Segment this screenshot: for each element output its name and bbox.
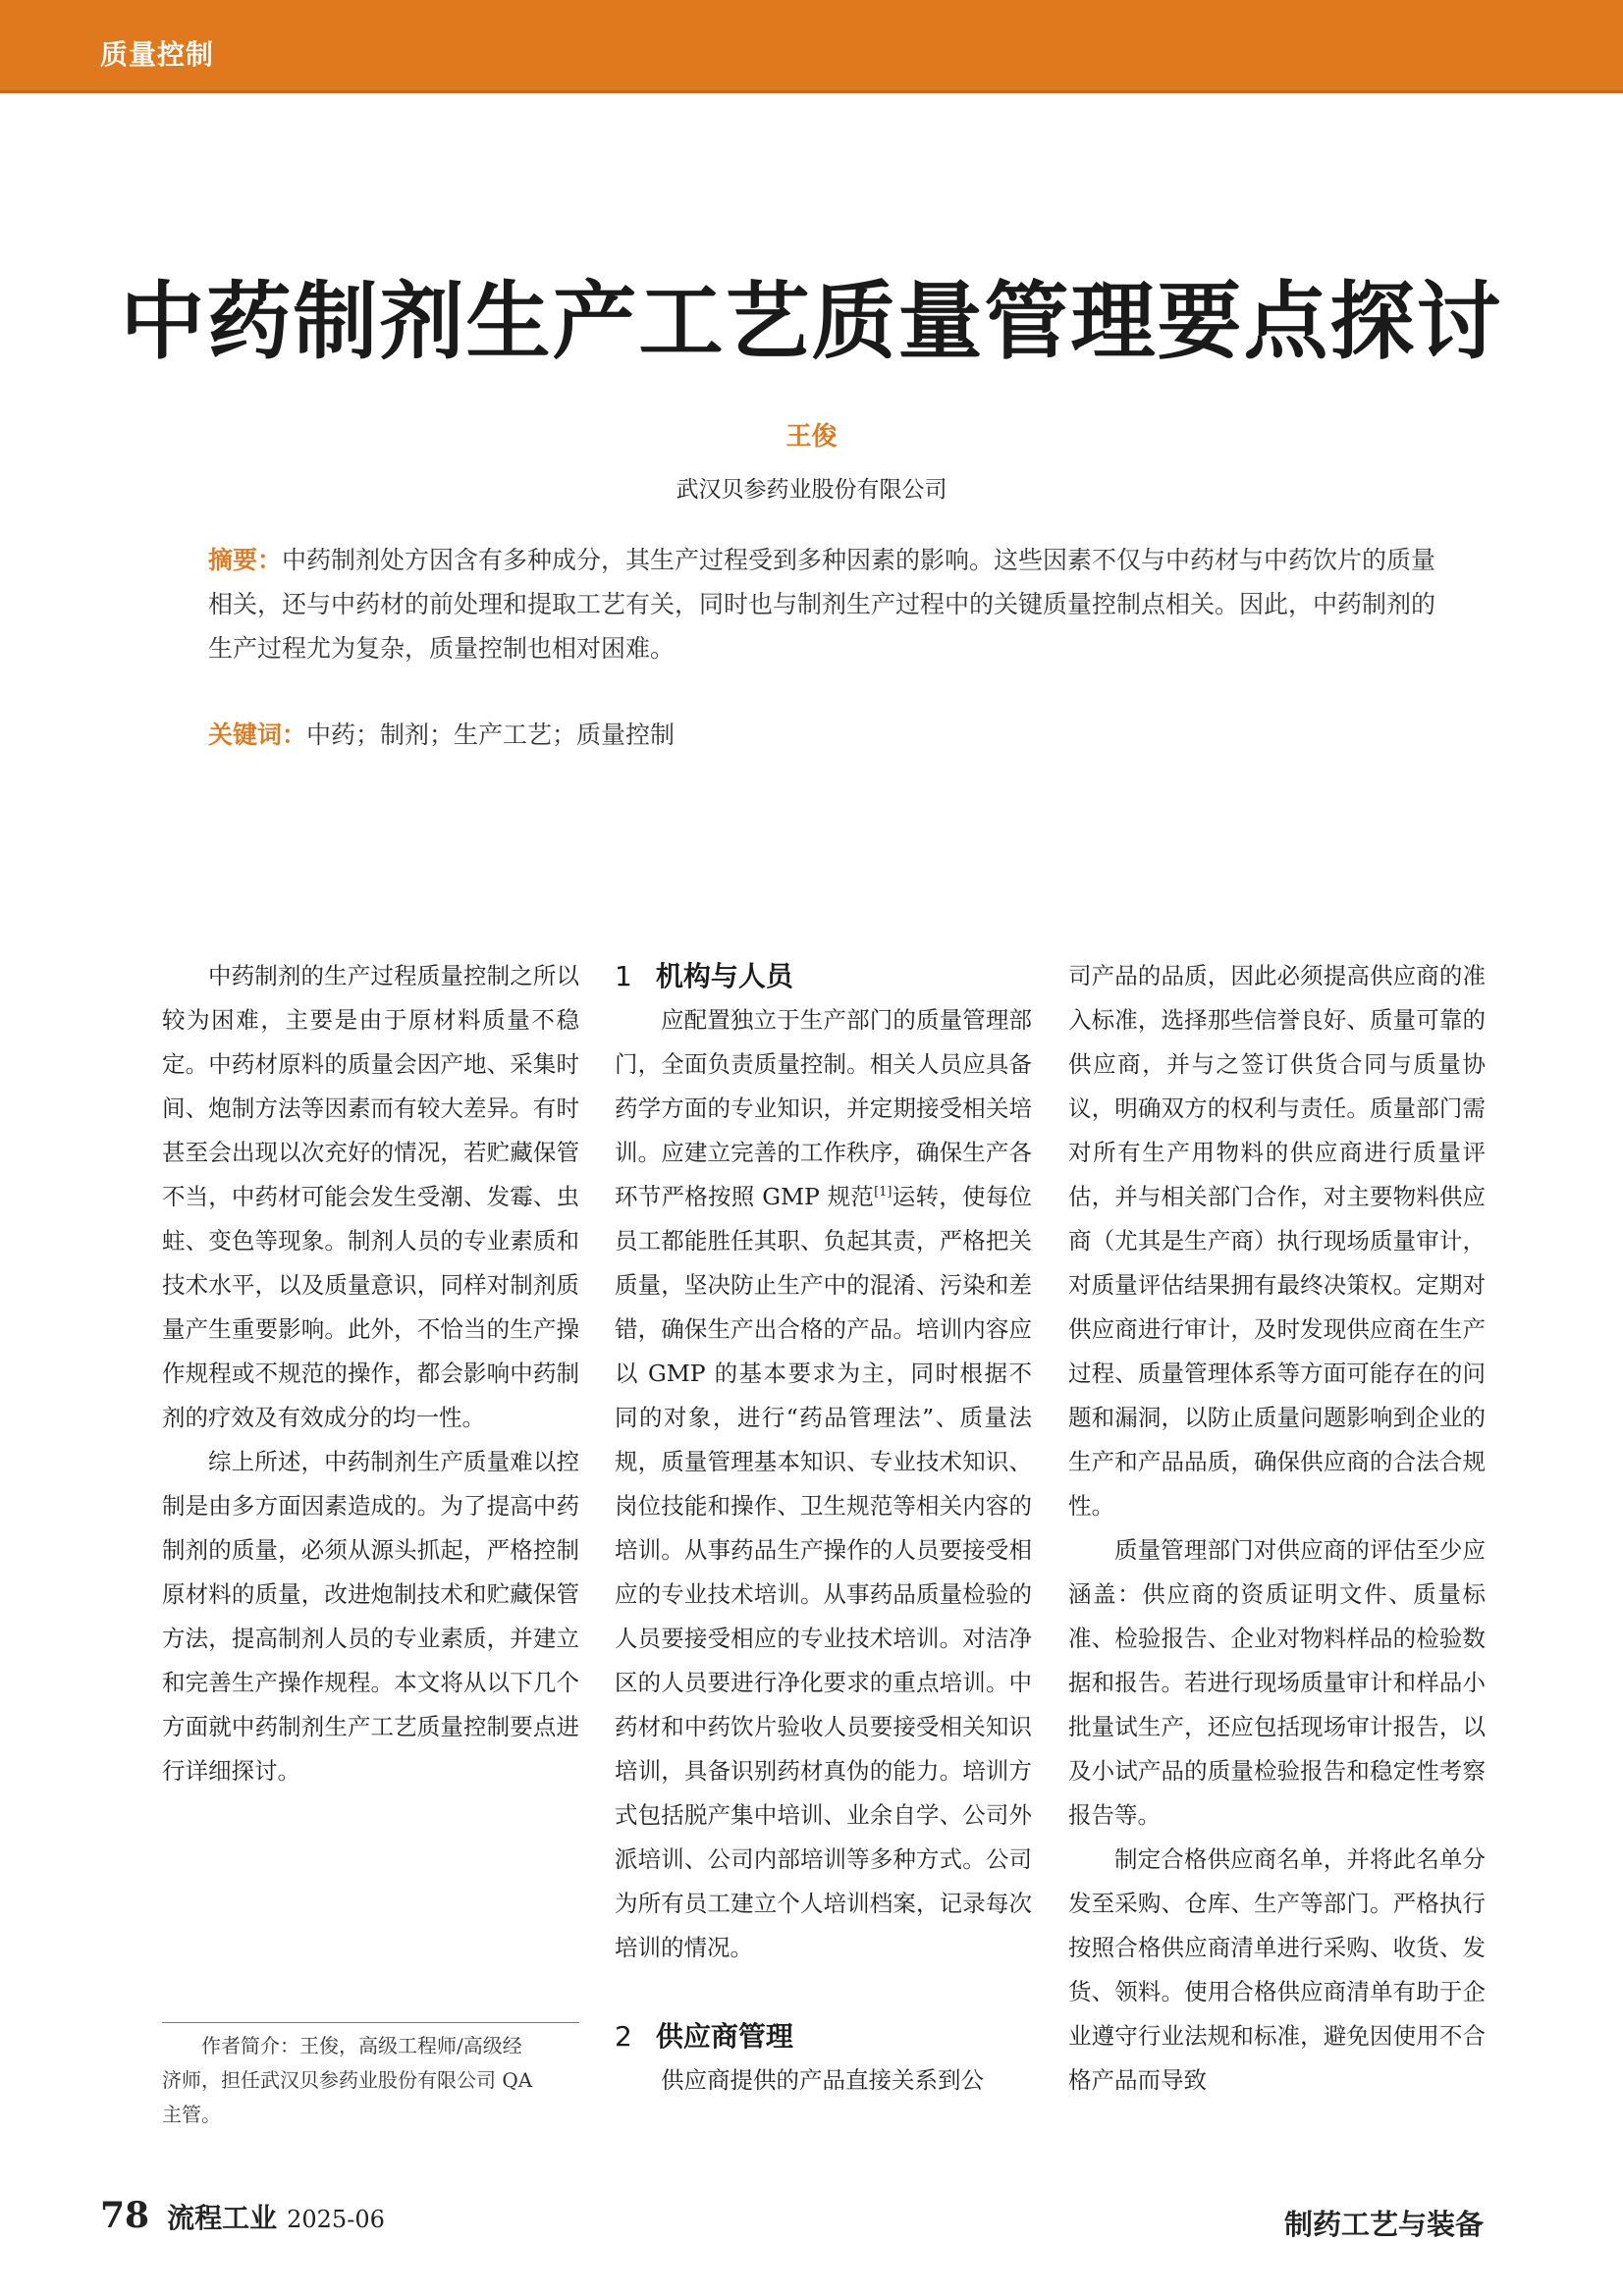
paragraph: 中药制剂的生产过程质量控制之所以较为困难，主要是由于原材料质量不稳定。中药材原料的质量会因产地、采集时间、炮制方法等因素而有较大差异。有时甚至会出现以次充好的情况，若贮藏保管不当，中药材可能会发生受潮、发霉、虫蛀、变色等现象。制剂人员的专业素质和技术水平，以及质量意识，同样对制剂质量产生重要影响。此外，不恰当的生产操作规程或不规范的操作，都会影响中药制剂的疗效及有效成分的均一性。 <box>162 962 579 1431</box>
paragraph <box>615 998 1032 1970</box>
author-affiliation: 武汉贝参药业股份有限公司 <box>676 477 947 503</box>
article-title: 中药制剂生产工艺质量管理要点探讨 <box>120 273 1503 371</box>
section-heading-2 <box>615 2014 1032 2058</box>
abstract-text: 中药制剂处方因含有多种成分，其生产过程受到多种因素的影响。这些因素不仅与中药材与中药饮片的质量相关，还与中药材的前处理和提取工艺有关，同时也与制剂生产过程中的关键质量控制点相关。因此，中药制剂的生产过程尤为复杂，质量控制也相对困难。 <box>208 546 1436 663</box>
top-section-bar <box>0 0 1623 90</box>
author-name: 王俊 <box>785 422 838 452</box>
reference-marker: [1] <box>874 1185 893 1201</box>
abstract <box>208 538 1447 670</box>
paragraph: 综上所述，中药制剂生产质量难以控制是由多方面因素造成的。为了提高中药制剂的质量，必须从源头抓起，严格控制原材料的质量，改进炮制技术和贮藏保管方法，提高制剂人员的专业素质，并建立和完善生产操作规程。本文将从以下几个方面就中药制剂生产工艺质量控制要点进行详细探讨。 <box>162 1448 579 1785</box>
paragraph: 质量管理部门对供应商的评估至少应涵盖：供应商的资质证明文件、质量标准、检验报告、企业对物料样品的检验数据和报告。若进行现场质量审计和样品小批量试生产，还应包括现场审计报告，以及小试产品的质量检验报告和稳定性考察报告等。 <box>1068 1536 1486 1829</box>
bio-line: 主管。 <box>162 2103 221 2126</box>
paragraph: 供应商提供的产品直接关系到公 <box>661 2066 984 2094</box>
footer-column-name: 制药工艺与装备 <box>1283 2208 1484 2241</box>
author-bio <box>162 2022 579 2132</box>
keywords <box>208 713 1447 757</box>
section-label: 质量控制 <box>100 38 215 71</box>
body-column-3 <box>1068 954 1486 2103</box>
issue-date: 2025-06 <box>287 2206 385 2233</box>
body-column-2 <box>615 954 1032 2103</box>
keywords-text: 中药；制剂；生产工艺；质量控制 <box>306 721 676 749</box>
footer-left <box>100 2195 385 2236</box>
section-title: 供应商管理 <box>655 2020 793 2053</box>
bio-line: 济师，担任武汉贝参药业股份有限公司 QA <box>162 2068 533 2092</box>
section-heading-1 <box>615 954 1032 998</box>
paragraph-text: 运转，使每位员工都能胜任其职、负起其责，严格把关质量，坚决防止生产中的混淆、污染和差错，确保生产出合格的产品。培训内容应以 GMP 的基本要求为主，同时根据不同的对象，进行“药品管理法”、质量法规，质量管理基本知识、专业技术知识、岗位技能和操作、卫生规范等相关内容的培训。从事药品生产操作的人员要接受相应的专业技术培训。从事药品质量检验的人员要接受相应的专业技术培训。对洁净区的人员要进行净化要求的重点培训。中药材和中药饮片验收人员要接受相关知识培训，具备识别药材真伪的能力。培训方式包括脱产集中培训、业余自学、公司外派培训、公司内部培训等多种方式。公司为所有员工建立个人培训档案，记录每次培训的情况。 <box>615 1183 1032 1961</box>
paragraph-text: 应配置独立于生产部门的质量管理部门，全面负责质量控制。相关人员应具备药学方面的专业知识，并定期接受相关培训。应建立完善的工作秩序，确保生产各环节严格按照 GMP 规范 <box>615 1006 1032 1210</box>
journal-name: 流程工业 <box>167 2202 278 2234</box>
abstract-label: 摘要： <box>208 546 283 574</box>
page-number: 78 <box>100 2195 150 2236</box>
body-column-1 <box>162 954 579 1793</box>
section-number: 2 <box>615 2020 632 2053</box>
paragraph: 司产品的品质，因此必须提高供应商的准入标准，选择那些信誉良好、质量可靠的供应商，并与之签订供货合同与质量协议，明确双方的权利与责任。质量部门需对所有生产用物料的供应商进行质量评估，并与相关部门合作，对主要物料供应商（尤其是生产商）执行现场质量审计，对质量评估结果拥有最终决策权。定期对供应商进行审计，及时发现供应商在生产过程、质量管理体系等方面可能存在的问题和漏洞，以防止质量问题影响到企业的生产和产品品质，确保供应商的合法合规性。 <box>1068 962 1486 1520</box>
bio-line: 作者简介：王俊，高级工程师/高级经 <box>201 2034 522 2057</box>
section-title: 机构与人员 <box>655 960 793 992</box>
section-number: 1 <box>615 960 632 992</box>
paragraph: 制定合格供应商名单，并将此名单分发至采购、仓库、生产等部门。严格执行按照合格供应商清单进行采购、收货、发货、领料。使用合格供应商清单有助于企业遵守行业法规和标准，避免因使用不合格产品而导致 <box>1068 1845 1486 2094</box>
keywords-label: 关键词： <box>208 721 307 749</box>
